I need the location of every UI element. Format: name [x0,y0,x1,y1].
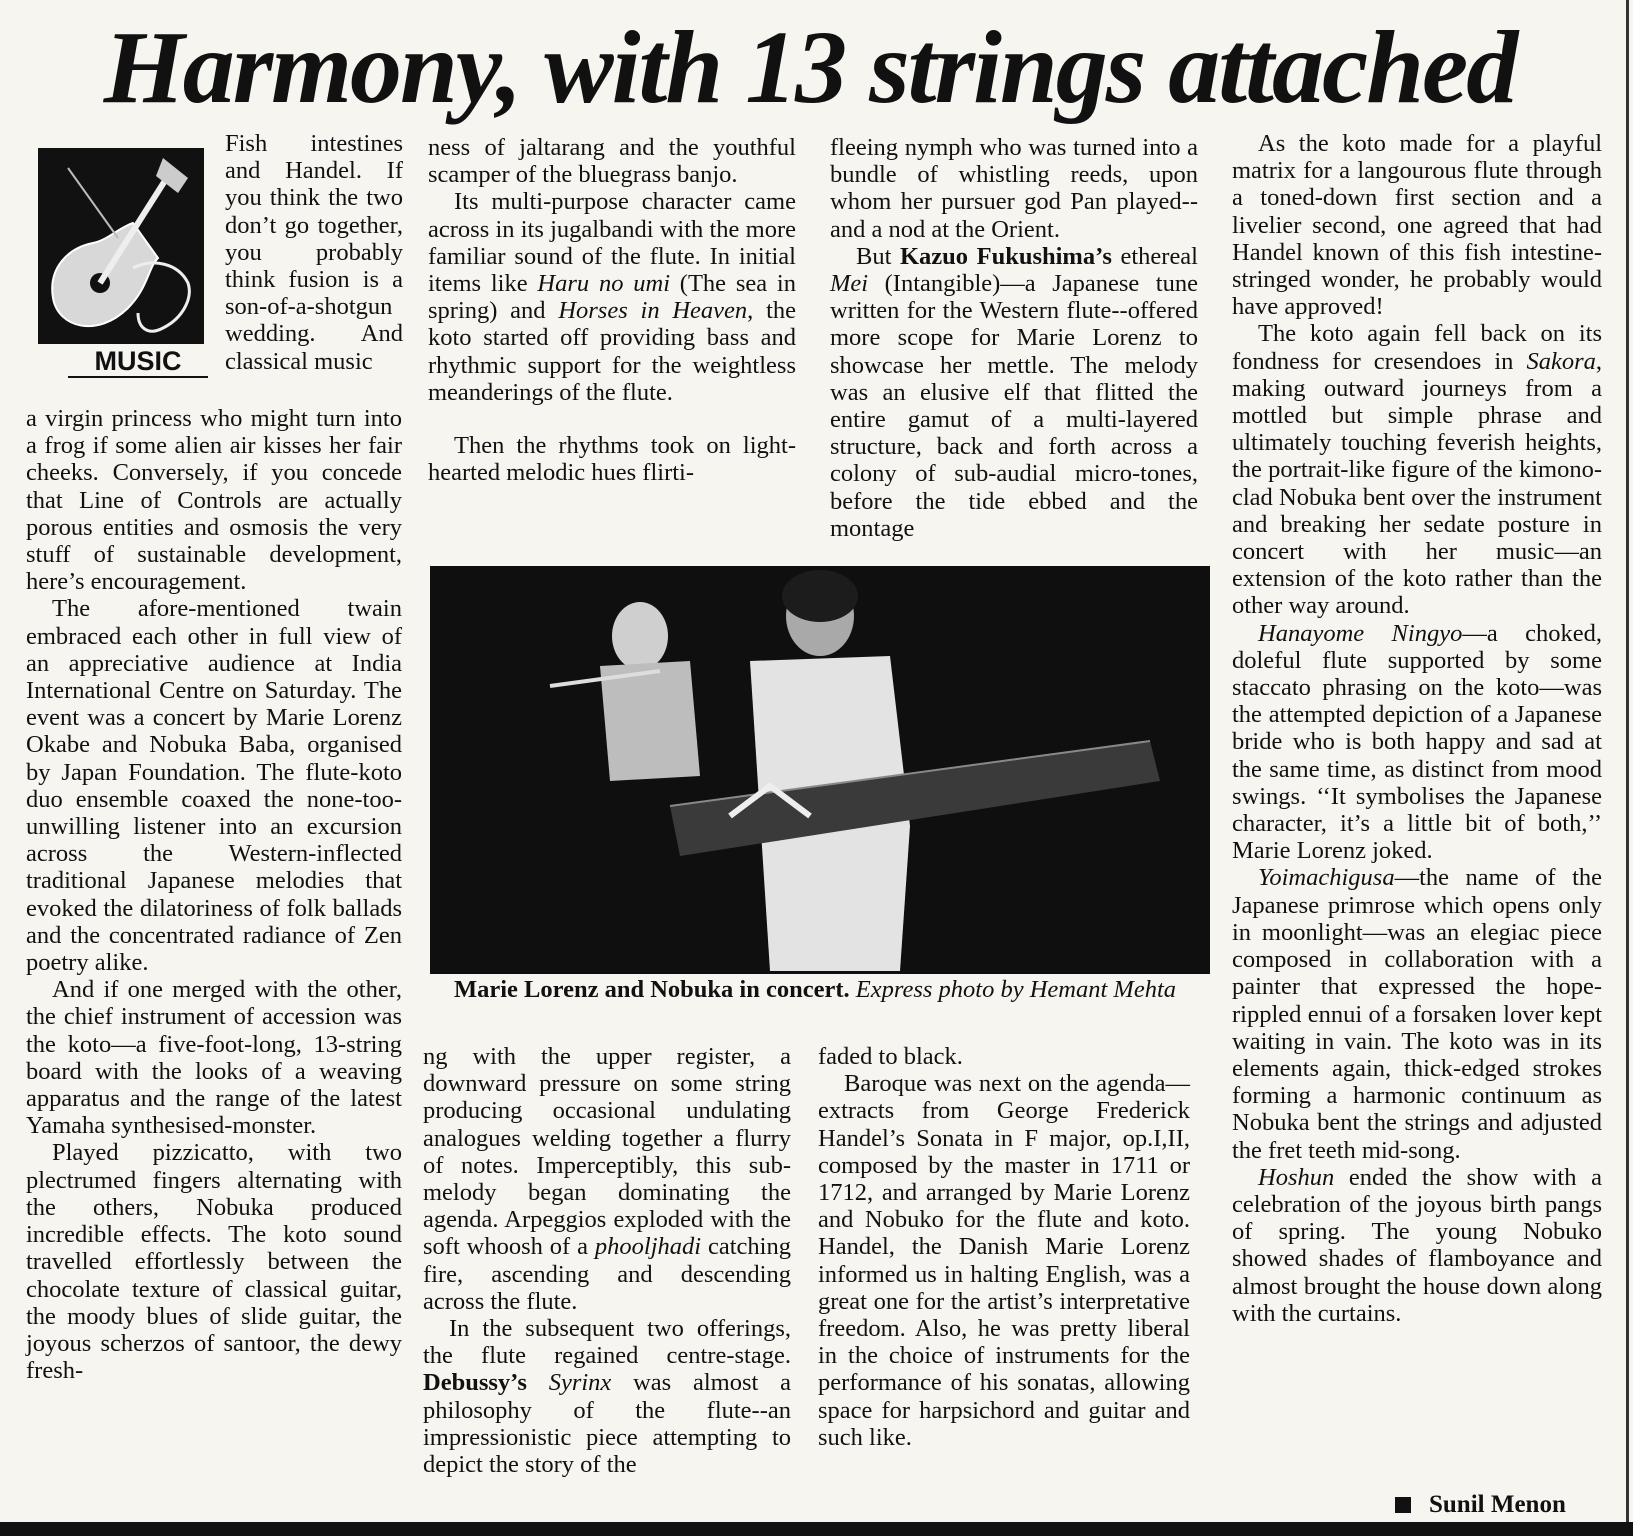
guitar-icon [38,148,204,344]
byline [1395,1489,1595,1521]
text-run: catching fire, ascending and descending across the flute. [423,1233,791,1315]
column-1-wrap [225,130,403,375]
column-4 [1232,130,1602,1327]
paragraph: And if one merged with the other, the chief instrument of accession was the koto—a five-foot-long, 13-string board with the looks of a weaving apparatus and the range of the latest Yamaha synthesised-monster. [26,976,402,1140]
text-run: But [856,242,900,270]
paragraph [1232,864,1602,1163]
piece-title: Yoimachigusa [1258,864,1395,892]
headline: Harmony, with 13 strings attached [103,10,1517,125]
italic-term: phooljhadi [594,1233,702,1261]
concert-photo-image [430,566,1210,974]
paragraph [423,1315,791,1478]
text-run: , the koto started off providing bass and rhythmic support for the weightless meanderings of the flute. [428,297,796,406]
paragraph: ness of jaltarang and the youthful scamper of the bluegrass banjo. [428,134,796,189]
text-run: was almost a philosophy of the flute--an impressionistic piece attempting to depict the story of the [423,1369,791,1479]
paragraph: Then the rhythms took on light-hearted melodic hues flirti- [428,432,796,487]
piece-title: Hoshun [1258,1163,1335,1191]
photo-caption [420,975,1210,1005]
paragraph: Played pizzicatto, with two plectrumed fingers alternating with the others, Nobuka produced incredible effects. The koto sound travelled effortlessly between the chocolate texture of classical guitar, the moody blues of slide guitar, the joyous scherzos of santoor, the dewy fresh- [26,1139,402,1385]
paragraph: a virgin princess who might turn into a frog if some alien air kisses her fair cheeks. Conversely, if you concede that Line of Controls are actually porous entities and osmosis the very stuff of sustainable development, here’s encouragement. [26,405,402,596]
text-run: (Intangible)—a Japanese tune written for the Western flute--offered more scope for Marie Lorenz to showcase her mettle. The melody was an elusive elf that flitted the entire gamut of a multi-layered structure, back and forth across a colony of sub-audial micro-tones, before the tide ebbed and the montage [830,270,1198,542]
text-run: ng with the upper register, a downward pressure on some string producing occasional undulating analogues welding together a flurry of notes. Imperceptibly, this sub-melody began dominating the agenda. Arpeggios exploded with the soft whoosh of a [423,1043,791,1261]
paragraph: Baroque was next on the agenda—extracts from George Frederick Handel’s Sonata in F major, op.I,II, composed by the master in 1711 or 1712, and arranged by Marie Lorenz and Nobuko for the flute and koto. Handel, the Danish Marie Lorenz informed us in halting English, was a great one for the artist’s interpretative freedom. Also, he was pretty liberal in the choice of instruments for the performance of his sonatas, allowing space for harpsichord and guitar and such like. [818,1070,1190,1451]
paragraph: The afore-mentioned twain embraced each other in full view of an appreciative audience at India International Centre on Saturday. The event was a concert by Marie Lorenz Okabe and Nobuka Baba, organised by Japan Foundation. The flute-koto duo ensemble coaxed the none-too-unwilling listener into an excursion across the Western-inflected traditional Japanese melodies that evoked the dilatoriness of folk ballads and the concentrated radiance of Zen poetry alike. [26,595,402,977]
text-run: , making outward journeys from a mottled but simple phrase and ultimately touching feverish heights, the portrait-like figure of the kimono-clad Nobuka bent over the instrument and breaking her sedate posture in concert with her music—an extension of the koto rather than the other way around. [1232,347,1602,620]
paragraph: As the koto made for a playful matrix for a langourous flute through a toned-down first section and a livelier second, one agreed that had Handel known of this fish intestine-stringed wonder, he probably would have approved! [1232,130,1602,321]
text-run: —a choked, doleful flute supported by some staccato phrasing on the koto—was the attempted depiction of a Japanese bride who is both happy and sad at the same time, as distinct from mood swings. ‘‘It symbolises the Japanese character, it’s a little bit of both,’’ Marie Lorenz joked. [1232,619,1602,865]
text-run: ethereal [1111,242,1198,270]
paragraph [423,1043,791,1315]
composer-name: Kazuo Fukushima’s [899,242,1112,270]
text-run: Its multi-purpose character came across in its jugalbandi with the more familiar sound of the flute. In initial items like [428,188,796,298]
bottom-rule [0,1522,1633,1536]
column-1 [26,405,402,1384]
composer-name: Debussy’s [423,1369,527,1397]
text-run: (The sea in spring) and [428,270,796,325]
guitar-hand-illustration [38,148,204,344]
caption-text: Marie Lorenz and Nobuka in concert. [454,976,850,1003]
column-3-top [830,134,1198,542]
paragraph [1232,320,1602,619]
right-rule [1626,0,1629,1522]
column-2-top [428,134,796,486]
piece-title: Syrinx [548,1369,612,1397]
paragraph: fleeing nymph who was turned into a bundle of whistling reeds, upon whom her pursuer god Pan played--and a nod at the Orient. [830,134,1198,243]
paragraph [428,188,796,406]
paragraph [1232,1164,1602,1327]
text-run: —the name of the Japanese primrose which opens only in moonlight—was an elegiac piece composed in collaboration with a painter that expressed the hope-rippled ennui of a forsaken lover kept waiting in vain. The koto was in its elements again, thick-edged strokes forming a harmonic continuum as Nobuka bent the strings and adjusted the fret teeth mid-song. [1232,864,1602,1164]
text-run: ended the show with a celebration of the joyous birth pangs of spring. The young Nobuko showed shades of flamboyance and almost brought the house down along with the curtains. [1232,1163,1602,1327]
column-3-bottom [818,1043,1190,1451]
photo-credit: Express photo by Hemant Mehta [849,976,1176,1003]
square-bullet-icon [1395,1497,1411,1513]
author-name: Sunil Menon [1429,1491,1566,1518]
piece-title: Sakora [1526,347,1596,375]
section-label: MUSIC [68,346,208,378]
text-run: In the subsequent two offerings, the flute regained centre-stage. [423,1315,791,1370]
text-run: The koto again fell back on its fondness for cresendoes in [1232,320,1602,375]
concert-photo [430,566,1210,974]
paragraph: Fish intestines and Handel. If you think the two don’t go together, you probably think fusion is a son-of-a-shotgun wedding. And classical music [225,130,403,375]
paragraph: faded to black. [818,1043,963,1070]
music-section-graphic [18,130,208,392]
piece-title: Hanayome Ningyo [1258,619,1463,647]
piece-title: Mei [830,270,869,298]
piece-title: Haru no umi [537,270,670,298]
text-run [527,1369,549,1396]
column-2-bottom [423,1043,791,1478]
paragraph [1232,620,1602,865]
piece-title: Horses in Heaven [558,297,748,325]
paragraph [830,243,1198,542]
